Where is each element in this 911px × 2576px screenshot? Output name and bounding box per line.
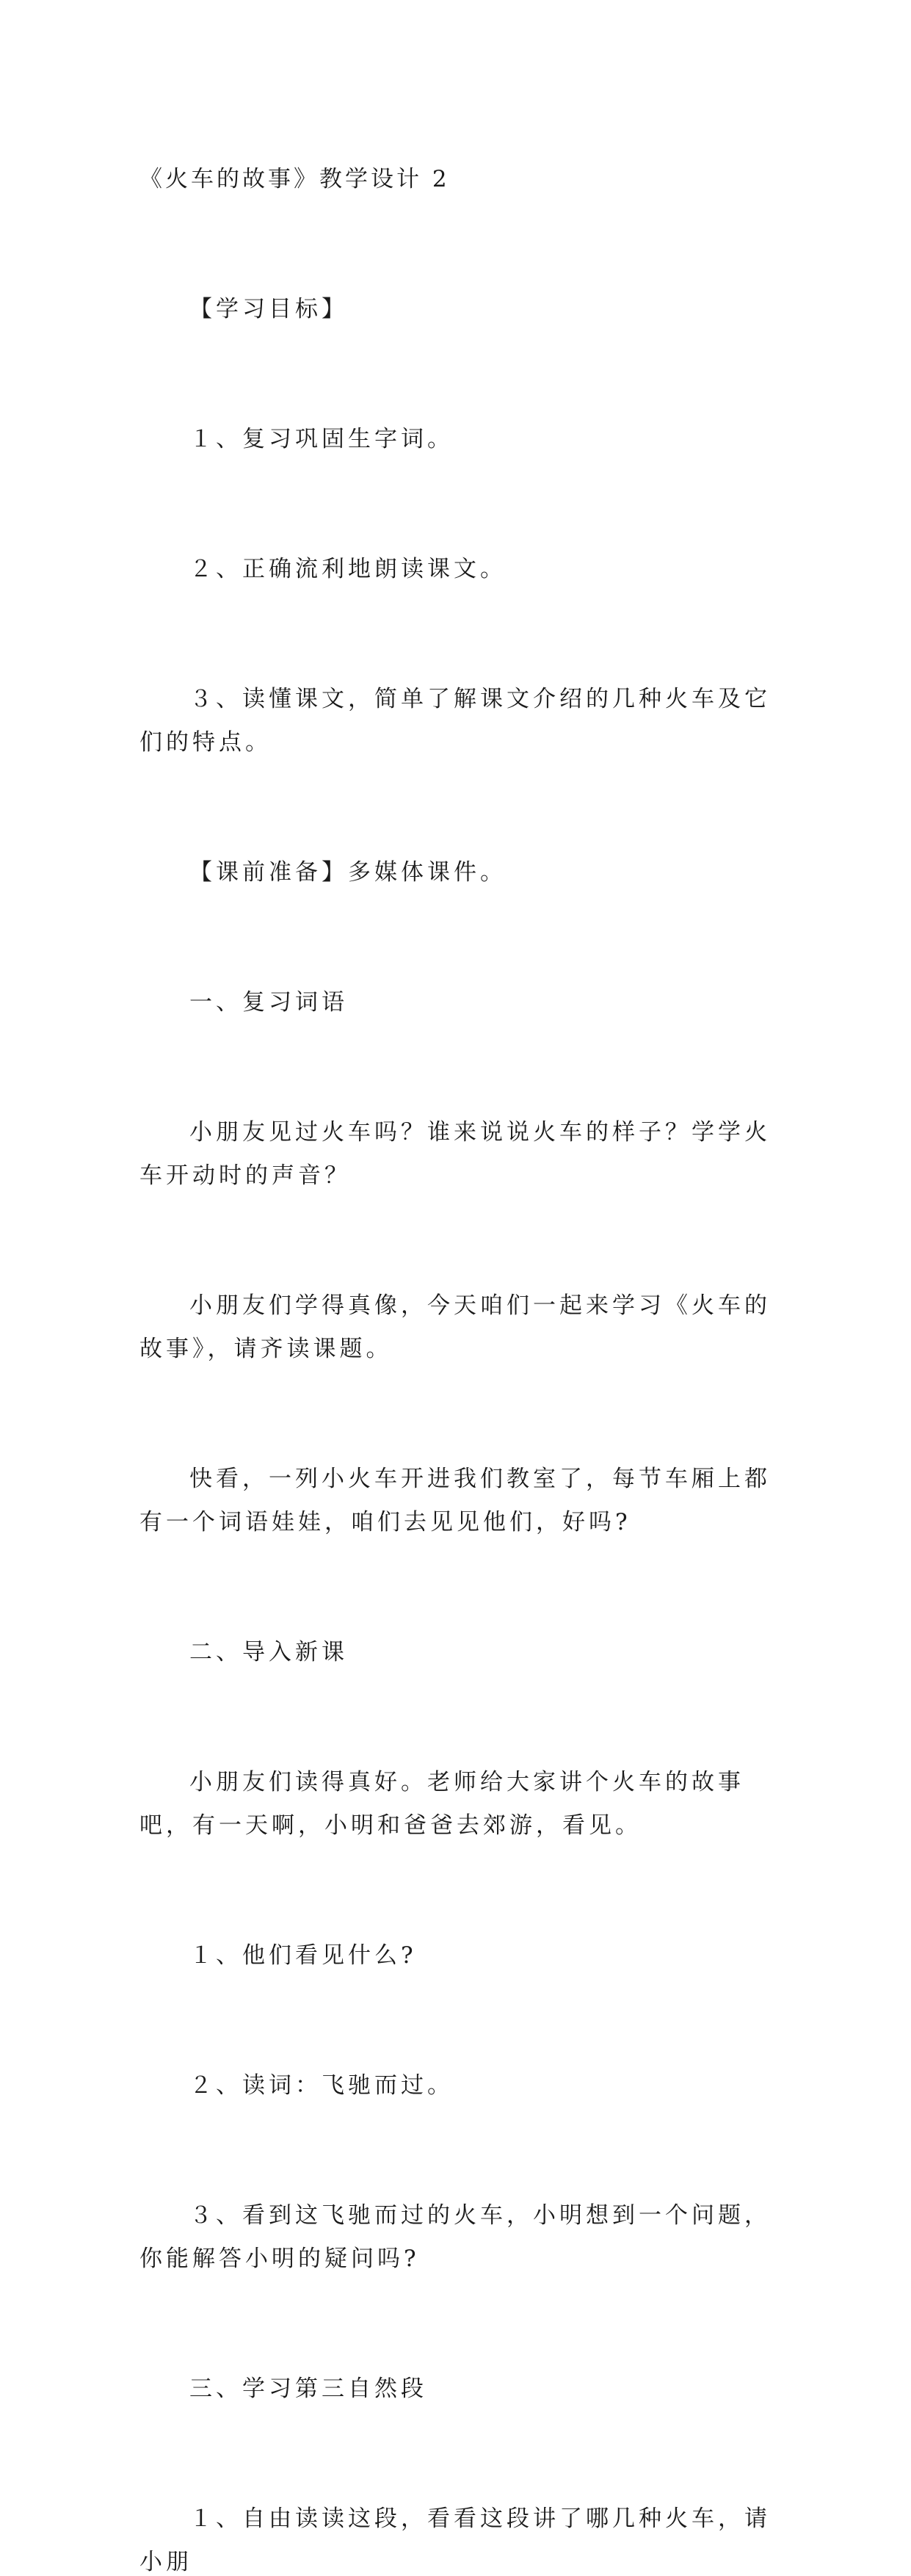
paragraph-word-train: 快看，一列小火车开进我们教室了，每节车厢上都有一个词语娃娃，咱们去见见他们，好吗? [139, 1466, 771, 1535]
paragraph-reading-task: １、自由读读这段，看看这段讲了哪几种火车，请小朋 [139, 2506, 771, 2575]
paragraph-preparation: 【课前准备】多媒体课件。 [189, 859, 507, 886]
paragraph-step-1: １、他们看见什么? [189, 1942, 417, 1969]
section-heading-new-lesson: 二、导入新课 [189, 1639, 348, 1665]
paragraph-step-3: ３、看到这飞驰而过的火车，小明想到一个问题，你能解答小明的疑问吗? [139, 2202, 771, 2272]
document-title: 《火车的故事》教学设计 2 [139, 166, 450, 192]
section-heading-review: 一、复习词语 [189, 989, 348, 1016]
paragraph-lesson-intro: 小朋友们学得真像，今天咱们一起来学习《火车的故事》，请齐读课题。 [139, 1292, 771, 1362]
paragraph-goal-3: ３、读懂课文，简单了解课文介绍的几种火车及它们的特点。 [139, 686, 771, 756]
section-heading-paragraph-three: 三、学习第三自然段 [189, 2376, 427, 2402]
paragraph-goal-1: １、复习巩固生字词。 [189, 426, 454, 452]
paragraph-story: 小朋友们读得真好。老师给大家讲个火车的故事吧，有一天啊，小明和爸爸去郊游，看见。 [139, 1769, 744, 1839]
document-body [139, 201, 771, 2576]
paragraph-goal-2: ２、正确流利地朗读课文。 [189, 556, 507, 582]
paragraph-step-2: ２、读词：飞驰而过。 [189, 2072, 454, 2099]
paragraph-learning-goals-heading: 【学习目标】 [189, 296, 348, 322]
paragraph-review-question: 小朋友见过火车吗？谁来说说火车的样子？学学火车开动时的声音？ [139, 1119, 771, 1189]
